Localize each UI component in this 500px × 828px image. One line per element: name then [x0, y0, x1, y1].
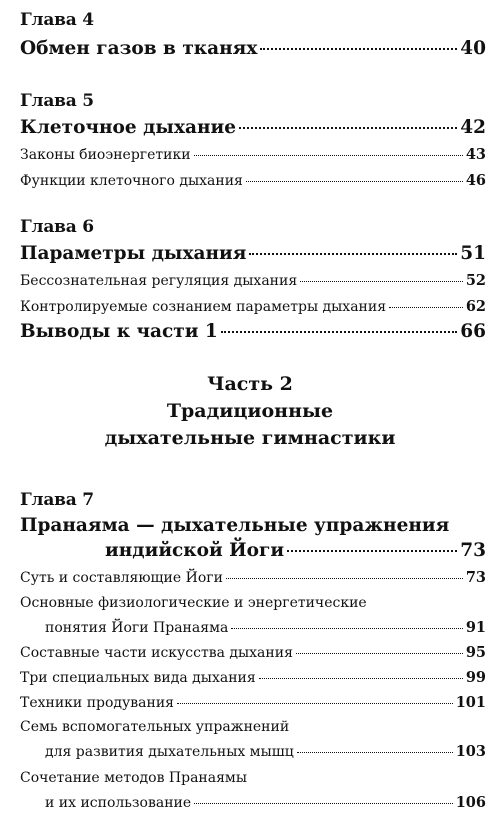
- toc-entry: [20, 272, 486, 289]
- entry-title: Бессознательная регуляция дыхания: [20, 273, 298, 289]
- dot-leader: [259, 678, 463, 679]
- toc-entry: [105, 540, 486, 561]
- entry-title-line-1: Сочетание методов Пранаямы: [20, 770, 247, 786]
- entry-page: 43: [465, 146, 486, 163]
- entry-page: 46: [465, 172, 486, 189]
- entry-page: 62: [465, 298, 486, 315]
- entry-page: 40: [460, 38, 486, 59]
- entry-title-line-2: и их использование: [45, 795, 192, 811]
- entry-title: Параметры дыхания: [20, 243, 247, 264]
- entry-page: 103: [455, 743, 486, 760]
- toc-entry: [45, 619, 486, 636]
- dot-leader: [260, 48, 457, 50]
- dot-leader: [296, 653, 463, 654]
- chapter-6-heading: Глава 6: [20, 217, 94, 237]
- entry-title: Контролируемые сознанием параметры дыхания: [20, 299, 387, 315]
- dot-leader: [194, 155, 463, 156]
- toc-entry: [20, 117, 486, 138]
- entry-title: Клеточное дыхание: [20, 117, 237, 138]
- toc-entry: [20, 669, 486, 686]
- entry-page: 73: [465, 569, 486, 586]
- dot-leader: [249, 253, 457, 255]
- toc-entry: [20, 146, 486, 163]
- entry-page: 99: [465, 669, 486, 686]
- entry-page: 51: [460, 243, 486, 264]
- dot-leader: [287, 550, 457, 552]
- toc-entry: [45, 794, 486, 811]
- part-number: Часть 2: [207, 373, 293, 395]
- chapter-7-heading: Глава 7: [20, 490, 94, 510]
- entry-title-line-2: понятия Йоги Пранаяма: [45, 620, 229, 636]
- dot-leader: [300, 281, 463, 282]
- dot-leader: [221, 331, 457, 333]
- toc-entry: [20, 38, 486, 59]
- dot-leader: [226, 578, 463, 579]
- chapter-4-heading: Глава 4: [20, 10, 94, 30]
- dot-leader: [389, 307, 463, 308]
- entry-title: Суть и составляющие Йоги: [20, 570, 223, 586]
- toc-entry: [20, 694, 486, 711]
- dot-leader: [239, 127, 457, 129]
- toc-entry: [20, 321, 486, 342]
- toc-entry: [20, 243, 486, 264]
- entry-title-line-1: Семь вспомогательных упражнений: [20, 719, 290, 735]
- entry-page: 52: [465, 272, 486, 289]
- entry-page: 91: [465, 619, 486, 636]
- entry-page: 95: [465, 644, 486, 661]
- part-title-line-2: дыхательные гимнастики: [104, 427, 396, 449]
- entry-title: Выводы к части 1: [20, 321, 218, 342]
- entry-page: 42: [460, 117, 486, 138]
- entry-page: 73: [460, 540, 486, 561]
- dot-leader: [246, 181, 463, 182]
- chapter-5-heading: Глава 5: [20, 91, 94, 111]
- entry-title-line-1: Основные физиологические и энергетические: [20, 595, 367, 611]
- entry-page: 106: [455, 794, 486, 811]
- entry-title-line-2: индийской Йоги: [105, 540, 285, 561]
- part-title-line-1: Традиционные: [166, 400, 334, 422]
- entry-title-line-2: для развития дыхательных мышц: [45, 744, 294, 760]
- entry-title: Техники продувания: [20, 695, 175, 711]
- toc-entry: [20, 644, 486, 661]
- toc-entry: [20, 172, 486, 189]
- dot-leader: [231, 628, 463, 629]
- entry-title: Законы биоэнергетики: [20, 147, 191, 163]
- toc-entry: [20, 569, 486, 586]
- entry-title: Три специальных вида дыхания: [20, 670, 256, 686]
- dot-leader: [177, 703, 453, 704]
- entry-page: 101: [455, 694, 486, 711]
- toc-entry: [20, 298, 486, 315]
- entry-title: Функции клеточного дыхания: [20, 173, 243, 189]
- entry-page: 66: [460, 321, 486, 342]
- entry-title: Обмен газов в тканях: [20, 38, 258, 59]
- dot-leader: [194, 803, 453, 804]
- entry-title: Составные части искусства дыхания: [20, 645, 293, 661]
- toc-entry: [45, 743, 486, 760]
- entry-title-line-1: Пранаяма — дыхательные упражнения: [20, 515, 450, 536]
- dot-leader: [297, 752, 453, 753]
